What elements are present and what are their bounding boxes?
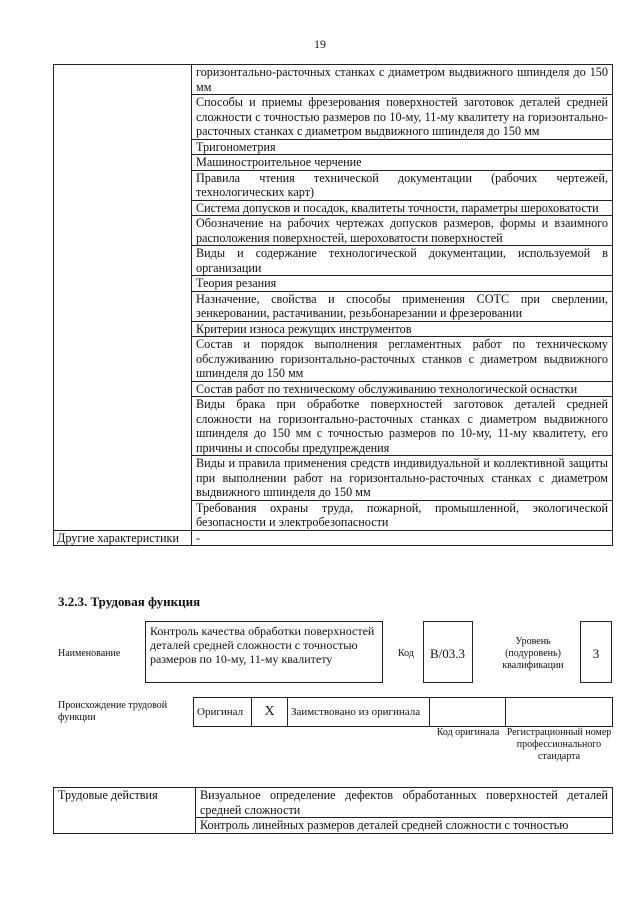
original-mark: X	[252, 698, 288, 727]
knowledge-table	[53, 64, 613, 546]
knowledge-item: Назначение, свойства и способы применения СОТС при сверлении, зенкеровании, растачивании, резьбонарезании и фрезеровании	[192, 291, 613, 321]
origin-table	[193, 697, 613, 727]
function-code-box: В/03.3	[423, 621, 473, 683]
knowledge-item: Требования охраны труда, пожарной, промышленной, экологической безопасности и электробезопасности	[192, 500, 613, 530]
knowledge-label-cell	[54, 65, 192, 531]
knowledge-item: горизонтально-расточных станках с диаметром выдвижного шпинделя до 150 мм	[192, 65, 613, 95]
labor-actions-label: Трудовые действия	[54, 788, 196, 834]
name-label: Наименование	[58, 648, 121, 659]
reg-number-label: Регистрационный номер профессионального стандарта	[506, 727, 612, 762]
other-characteristics-value: -	[192, 530, 613, 546]
knowledge-item: Состав работ по техническому обслуживанию технологической оснастки	[192, 381, 613, 397]
function-name-box: Контроль качества обработки поверхностей деталей средней сложности с точностью размеров по 10-му, 11-му квалитету	[145, 621, 383, 683]
original-label: Оригинал	[194, 698, 252, 727]
knowledge-item: Теория резания	[192, 276, 613, 292]
borrowed-label: Заимствовано из оригинала	[288, 698, 430, 727]
code-original-label: Код оригинала	[436, 727, 500, 738]
knowledge-item: Тригонометрия	[192, 139, 613, 155]
knowledge-item: Система допусков и посадок, квалитеты точности, параметры шероховатости	[192, 200, 613, 216]
table-row	[54, 530, 613, 546]
table-row	[54, 65, 613, 95]
table-row	[194, 698, 613, 727]
qualification-level-label: Уровень (подуровень) квалификации	[502, 636, 564, 671]
table-row	[54, 788, 613, 818]
knowledge-item: Правила чтения технической документации (рабочих чертежей, технологических карт)	[192, 170, 613, 200]
original-code-cell	[430, 698, 506, 727]
section-title: 3.2.3. Трудовая функция	[58, 594, 201, 609]
reg-number-cell	[506, 698, 613, 727]
knowledge-item: Способы и приемы фрезерования поверхностей заготовок деталей средней сложности с точностью размеров по 10-му, 11-му квалитету на горизонтально-расточных станках с диаметром выдвижного шпинделя до 150 мм	[192, 95, 613, 140]
labor-action-item: Контроль линейных размеров деталей средней сложности с точностью	[196, 818, 613, 834]
knowledge-item: Обозначение на рабочих чертежах допусков размеров, формы и взаимного расположения поверхностей, шероховатости поверхностей	[192, 216, 613, 246]
origin-label: Происхождение трудовой функции	[58, 700, 168, 723]
qualification-level-box: 3	[580, 621, 612, 683]
knowledge-item: Виды и содержание технологической документации, используемой в организации	[192, 246, 613, 276]
page-number: 19	[314, 37, 326, 51]
knowledge-item: Машиностроительное черчение	[192, 155, 613, 171]
knowledge-item: Критерии износа режущих инструментов	[192, 321, 613, 337]
other-characteristics-label: Другие характеристики	[54, 530, 192, 546]
knowledge-item: Виды брака при обработке поверхностей заготовок деталей средней сложности на горизонтально-расточных станках с диаметром выдвижного шпинделя до 150 мм с точностью размеров по 10-му, 11-му квалитету, его причины и способы предупреждения	[192, 397, 613, 456]
labor-action-item: Визуальное определение дефектов обработанных поверхностей деталей средней сложности	[196, 788, 613, 818]
code-label: Код	[398, 648, 414, 659]
labor-actions-table	[53, 787, 613, 834]
knowledge-item: Состав и порядок выполнения регламентных работ по техническому обслуживанию горизонтально-расточных станков с диаметром выдвижного шпинделя до 150 мм	[192, 337, 613, 382]
knowledge-item: Виды и правила применения средств индивидуальной и коллективной защиты при выполнении работ на горизонтально-расточных станках с диаметром выдвижного шпинделя до 150 мм	[192, 456, 613, 501]
